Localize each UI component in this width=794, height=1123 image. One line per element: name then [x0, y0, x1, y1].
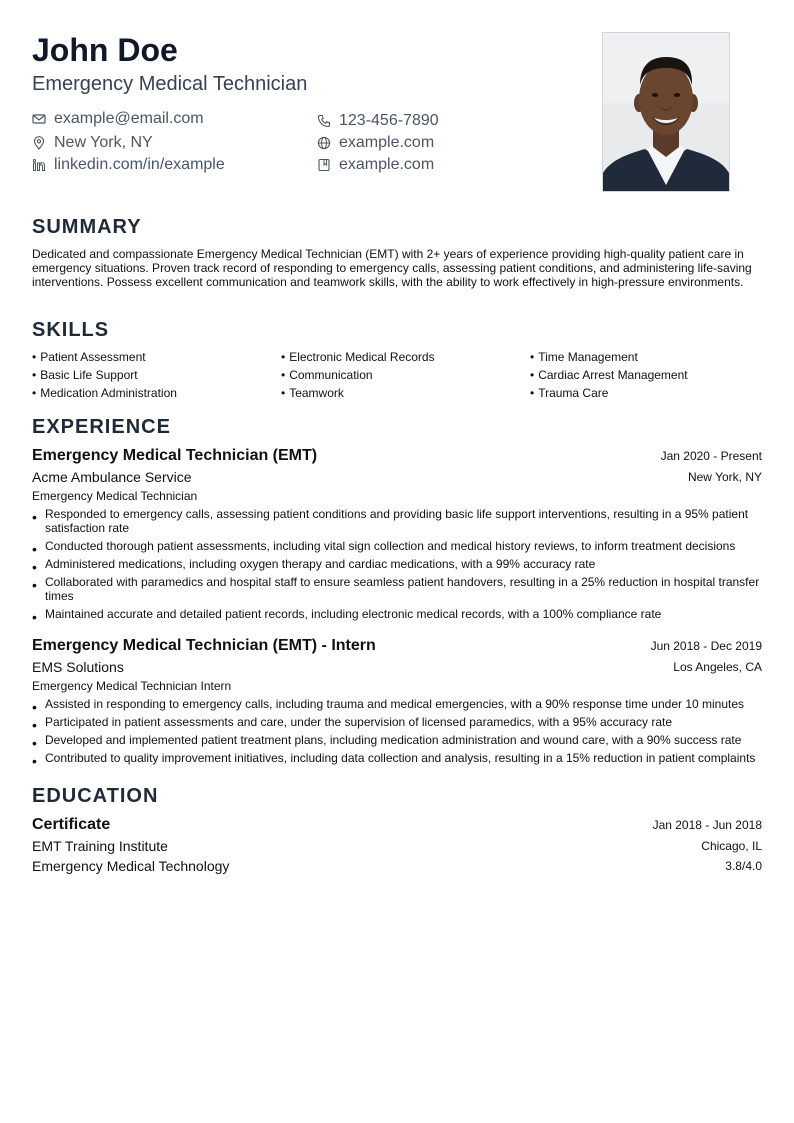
education-degree: Certificate [32, 816, 111, 833]
skill-item: • Trauma Care [530, 386, 609, 400]
website-text: example.com [339, 134, 435, 151]
bookmark-icon [317, 158, 331, 172]
job-role: Emergency Medical Technician [32, 489, 198, 503]
mail-icon [32, 112, 46, 126]
education-school: EMT Training Institute [32, 838, 168, 854]
job-bullet: • Responded to emergency calls, assessing patient conditions and providing basic life support interventions, resulting in a 95% patient satisfaction rate [32, 507, 749, 535]
job-title: Emergency Medical Technician (EMT) - Intern [32, 637, 376, 654]
job-title: Emergency Medical Technician (EMT) [32, 447, 318, 464]
linkedin-text: linkedin.com/in/example [54, 156, 225, 173]
map-pin-icon [32, 136, 46, 150]
skill-item: • Patient Assessment [32, 350, 146, 364]
contact-phone[interactable] [317, 111, 439, 131]
phone-icon [317, 114, 331, 128]
summary-heading: SUMMARY [32, 216, 142, 238]
contact-linkedin[interactable] [32, 155, 225, 175]
profile-photo [602, 32, 730, 192]
job-bullet: • Participated in patient assessments and care, under the supervision of licensed paramedics, with a 95% accuracy rate [32, 715, 672, 733]
job-company: EMS Solutions [32, 659, 124, 675]
job-bullet: • Conducted thorough patient assessments, including vital sign collection and medical history reviews, to inform treatment decisions [32, 539, 736, 557]
portfolio-text: example.com [339, 156, 435, 173]
job-role: Emergency Medical Technician Intern [32, 679, 232, 693]
job-bullet: • Administered medications, including oxygen therapy and cardiac medications, with a 99% accuracy rate [32, 557, 596, 575]
contact-website[interactable] [317, 133, 434, 153]
skill-item: • Communication [281, 368, 373, 382]
location-text: New York, NY [54, 134, 153, 151]
job-bullet: • Maintained accurate and detailed patient records, including electronic medical records, with a 100% compliance rate [32, 607, 662, 625]
education-field: Emergency Medical Technology [32, 858, 230, 874]
education-gpa: 3.8/4.0 [725, 859, 762, 873]
skill-item: • Basic Life Support [32, 368, 138, 382]
email-text: example@email.com [54, 110, 204, 127]
job-bullet: • Assisted in responding to emergency calls, including trauma and medical emergencies, with a 90% response time under 10 minutes [32, 697, 745, 715]
skill-item: • Teamwork [281, 386, 344, 400]
job-dates: Jan 2020 - Present [660, 449, 762, 463]
experience-heading: EXPERIENCE [32, 416, 171, 438]
contact-email[interactable] [32, 109, 204, 129]
education-heading: EDUCATION [32, 785, 159, 807]
job-bullet: • Developed and implemented patient treatment plans, including medication administration and wound care, with a 90% success rate [32, 733, 742, 751]
phone-text: 123-456-7890 [339, 112, 439, 129]
candidate-name: John Doe [32, 32, 178, 68]
summary-text: Dedicated and compassionate Emergency Medical Technician (EMT) with 2+ years of experience providing high-quality patient care in emergency situations. Proven track record of responding to emergency calls, assessing patient conditions, and administering life-saving interventions. Possess excellent communication and teamwork skills, with the ability to work effectively in high-pressure environments. [32, 247, 752, 289]
job-bullet: • Contributed to quality improvement initiatives, including data collection and analysis, resulting in a 15% reduction in patient complaints [32, 751, 756, 769]
job-dates: Jun 2018 - Dec 2019 [650, 639, 762, 653]
skill-item: • Time Management [530, 350, 638, 364]
job-bullet: • Collaborated with paramedics and hospital staff to ensure seamless patient handovers, resulting in a 25% reduction in hospital transfer times [32, 575, 760, 603]
job-company: Acme Ambulance Service [32, 469, 192, 485]
skill-item: • Cardiac Arrest Management [530, 368, 688, 382]
education-location: Chicago, IL [701, 839, 762, 853]
candidate-title: Emergency Medical Technician [32, 73, 308, 95]
contact-location [32, 133, 153, 153]
contact-portfolio[interactable] [317, 155, 434, 175]
skill-item: • Electronic Medical Records [281, 350, 435, 364]
skill-item: • Medication Administration [32, 386, 177, 400]
job-location: New York, NY [687, 470, 762, 484]
linkedin-icon [32, 158, 46, 172]
globe-icon [317, 136, 331, 150]
education-dates: Jan 2018 - Jun 2018 [652, 818, 762, 832]
skills-heading: SKILLS [32, 319, 110, 341]
job-location: Los Angeles, CA [673, 660, 762, 674]
